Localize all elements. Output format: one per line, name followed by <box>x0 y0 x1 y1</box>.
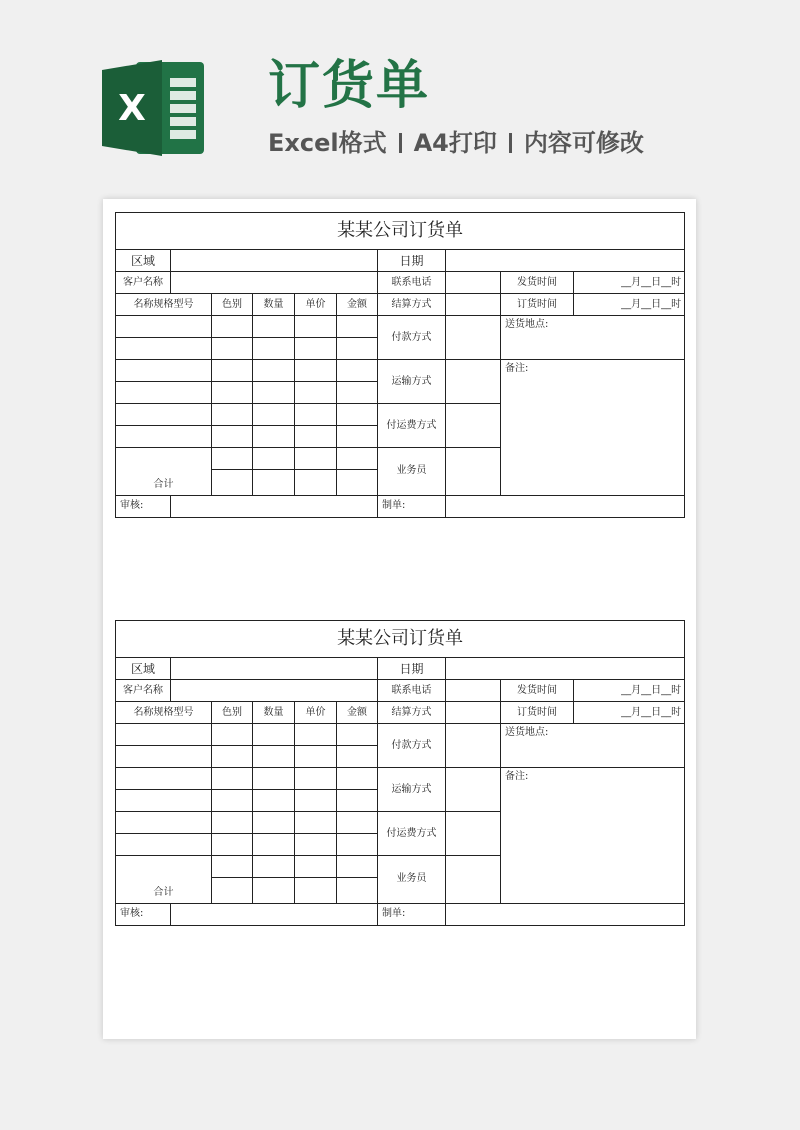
column-header-price: 单价 <box>295 294 337 316</box>
ship-time-label: 发货时间 <box>501 680 574 702</box>
item-cell[interactable] <box>337 812 378 834</box>
total-cell[interactable] <box>337 470 378 496</box>
delivery-field[interactable]: 送货地点: <box>501 724 685 768</box>
date-label: 日期 <box>378 658 446 680</box>
date-field[interactable] <box>446 658 685 680</box>
item-cell[interactable] <box>253 856 295 878</box>
item-cell[interactable] <box>295 404 337 426</box>
date-label: 日期 <box>378 250 446 272</box>
page-title: 订货单 <box>268 56 431 116</box>
item-cell[interactable] <box>295 724 337 746</box>
item-cell[interactable] <box>212 360 253 382</box>
item-cell[interactable] <box>337 382 378 404</box>
total-cell[interactable] <box>295 470 337 496</box>
order-time-label: 订货时间 <box>501 702 574 724</box>
item-cell[interactable] <box>253 316 295 338</box>
separator <box>399 133 402 153</box>
total-cell[interactable] <box>212 878 253 904</box>
item-cell[interactable] <box>212 338 253 360</box>
phone-field[interactable] <box>446 272 501 294</box>
column-header-qty: 数量 <box>253 294 295 316</box>
item-cell[interactable] <box>212 746 253 768</box>
item-cell[interactable] <box>337 360 378 382</box>
date-field[interactable] <box>446 250 685 272</box>
item-cell[interactable] <box>116 382 212 404</box>
made-by-label: 制单: <box>378 903 446 925</box>
phone-label: 联系电话 <box>378 680 446 702</box>
separator <box>509 133 512 153</box>
made-by-field[interactable] <box>446 903 685 925</box>
item-cell[interactable] <box>253 448 295 470</box>
item-cell[interactable] <box>212 426 253 448</box>
column-header-color: 色别 <box>212 294 253 316</box>
item-cell[interactable] <box>212 768 253 790</box>
item-cell[interactable] <box>337 404 378 426</box>
item-cell[interactable] <box>295 790 337 812</box>
item-cell[interactable] <box>295 834 337 856</box>
settlement-field[interactable] <box>446 702 501 724</box>
order-time-value[interactable]: __月__日__时 <box>574 702 685 724</box>
item-cell[interactable] <box>253 360 295 382</box>
excel-icon <box>100 58 210 158</box>
item-cell[interactable] <box>337 426 378 448</box>
item-cell[interactable] <box>116 360 212 382</box>
item-cell[interactable] <box>253 746 295 768</box>
salesman-label: 业务员 <box>378 856 446 904</box>
item-cell[interactable] <box>295 338 337 360</box>
item-cell[interactable] <box>337 724 378 746</box>
item-cell[interactable] <box>212 790 253 812</box>
column-header-name: 名称规格型号 <box>116 294 212 316</box>
total-label: 合计 <box>116 878 212 904</box>
customer-field[interactable] <box>171 272 378 294</box>
item-cell[interactable] <box>116 768 212 790</box>
column-header-price: 单价 <box>295 702 337 724</box>
item-cell[interactable] <box>116 316 212 338</box>
made-by-label: 制单: <box>378 495 446 517</box>
freight-label: 付运费方式 <box>378 812 446 856</box>
salesman-field[interactable] <box>446 448 501 496</box>
remark-field[interactable]: 备注: <box>501 360 685 496</box>
column-header-color: 色别 <box>212 702 253 724</box>
transport-label: 运输方式 <box>378 768 446 812</box>
column-header-qty: 数量 <box>253 702 295 724</box>
item-cell[interactable] <box>212 404 253 426</box>
item-cell[interactable] <box>295 448 337 470</box>
payment-field[interactable] <box>446 316 501 360</box>
column-header-name: 名称规格型号 <box>116 702 212 724</box>
item-cell[interactable] <box>116 812 212 834</box>
item-cell[interactable] <box>116 338 212 360</box>
transport-field[interactable] <box>446 768 501 812</box>
item-cell[interactable] <box>337 856 378 878</box>
freight-field[interactable] <box>446 404 501 448</box>
ship-time-value[interactable]: __月__日__时 <box>574 272 685 294</box>
salesman-label: 业务员 <box>378 448 446 496</box>
settlement-field[interactable] <box>446 294 501 316</box>
review-field[interactable] <box>171 495 378 517</box>
item-cell[interactable] <box>295 812 337 834</box>
item-cell[interactable] <box>295 856 337 878</box>
region-label: 区域 <box>116 250 171 272</box>
settlement-label: 结算方式 <box>378 702 446 724</box>
item-cell[interactable] <box>337 448 378 470</box>
subtitle-print: A4打印 <box>413 129 497 157</box>
item-cell[interactable] <box>337 834 378 856</box>
item-cell[interactable] <box>116 856 212 878</box>
freight-field[interactable] <box>446 812 501 856</box>
item-cell[interactable] <box>253 768 295 790</box>
item-cell[interactable] <box>253 834 295 856</box>
order-time-label: 订货时间 <box>501 294 574 316</box>
total-cell[interactable] <box>212 470 253 496</box>
review-label: 审核: <box>116 495 171 517</box>
svg-text:X: X <box>118 88 146 129</box>
transport-field[interactable] <box>446 360 501 404</box>
order-time-value[interactable]: __月__日__时 <box>574 294 685 316</box>
region-label: 区域 <box>116 658 171 680</box>
subtitle-format: Excel格式 <box>268 129 387 157</box>
customer-label: 客户名称 <box>116 272 171 294</box>
item-cell[interactable] <box>295 382 337 404</box>
item-cell[interactable] <box>116 724 212 746</box>
item-cell[interactable] <box>212 316 253 338</box>
review-label: 审核: <box>116 903 171 925</box>
item-cell[interactable] <box>295 360 337 382</box>
item-cell[interactable] <box>212 812 253 834</box>
customer-field[interactable] <box>171 680 378 702</box>
item-cell[interactable] <box>253 338 295 360</box>
item-cell[interactable] <box>337 316 378 338</box>
total-cell[interactable] <box>337 878 378 904</box>
total-cell[interactable] <box>253 470 295 496</box>
customer-label: 客户名称 <box>116 680 171 702</box>
total-cell[interactable] <box>253 878 295 904</box>
item-cell[interactable] <box>212 448 253 470</box>
subtitle <box>268 126 644 160</box>
column-header-amount: 金额 <box>337 294 378 316</box>
item-cell[interactable] <box>116 790 212 812</box>
form-title: 某某公司订货单 <box>116 213 685 250</box>
region-field[interactable] <box>171 658 378 680</box>
item-cell[interactable] <box>253 812 295 834</box>
item-cell[interactable] <box>295 768 337 790</box>
total-cell[interactable] <box>295 878 337 904</box>
salesman-field[interactable] <box>446 856 501 904</box>
remark-field[interactable]: 备注: <box>501 768 685 904</box>
phone-field[interactable] <box>446 680 501 702</box>
item-cell[interactable] <box>295 316 337 338</box>
order-form <box>115 620 685 926</box>
item-cell[interactable] <box>116 426 212 448</box>
order-form <box>115 212 685 518</box>
item-cell[interactable] <box>253 790 295 812</box>
delivery-field[interactable]: 送货地点: <box>501 316 685 360</box>
item-cell[interactable] <box>212 834 253 856</box>
item-cell[interactable] <box>295 426 337 448</box>
transport-label: 运输方式 <box>378 360 446 404</box>
item-cell[interactable] <box>116 448 212 470</box>
payment-field[interactable] <box>446 724 501 768</box>
item-cell[interactable] <box>116 746 212 768</box>
phone-label: 联系电话 <box>378 272 446 294</box>
item-cell[interactable] <box>116 404 212 426</box>
item-cell[interactable] <box>253 404 295 426</box>
form-title: 某某公司订货单 <box>116 621 685 658</box>
ship-time-label: 发货时间 <box>501 272 574 294</box>
item-cell[interactable] <box>212 382 253 404</box>
payment-label: 付款方式 <box>378 316 446 360</box>
subtitle-editable: 内容可修改 <box>523 129 644 157</box>
item-cell[interactable] <box>253 724 295 746</box>
item-cell[interactable] <box>337 790 378 812</box>
document-sheet <box>103 199 696 1039</box>
item-cell[interactable] <box>253 426 295 448</box>
item-cell[interactable] <box>253 382 295 404</box>
made-by-field[interactable] <box>446 495 685 517</box>
review-field[interactable] <box>171 903 378 925</box>
item-cell[interactable] <box>116 834 212 856</box>
item-cell[interactable] <box>212 856 253 878</box>
settlement-label: 结算方式 <box>378 294 446 316</box>
item-cell[interactable] <box>337 746 378 768</box>
ship-time-value[interactable]: __月__日__时 <box>574 680 685 702</box>
total-label: 合计 <box>116 470 212 496</box>
item-cell[interactable] <box>212 724 253 746</box>
column-header-amount: 金额 <box>337 702 378 724</box>
item-cell[interactable] <box>295 746 337 768</box>
item-cell[interactable] <box>337 338 378 360</box>
payment-label: 付款方式 <box>378 724 446 768</box>
region-field[interactable] <box>171 250 378 272</box>
item-cell[interactable] <box>337 768 378 790</box>
freight-label: 付运费方式 <box>378 404 446 448</box>
